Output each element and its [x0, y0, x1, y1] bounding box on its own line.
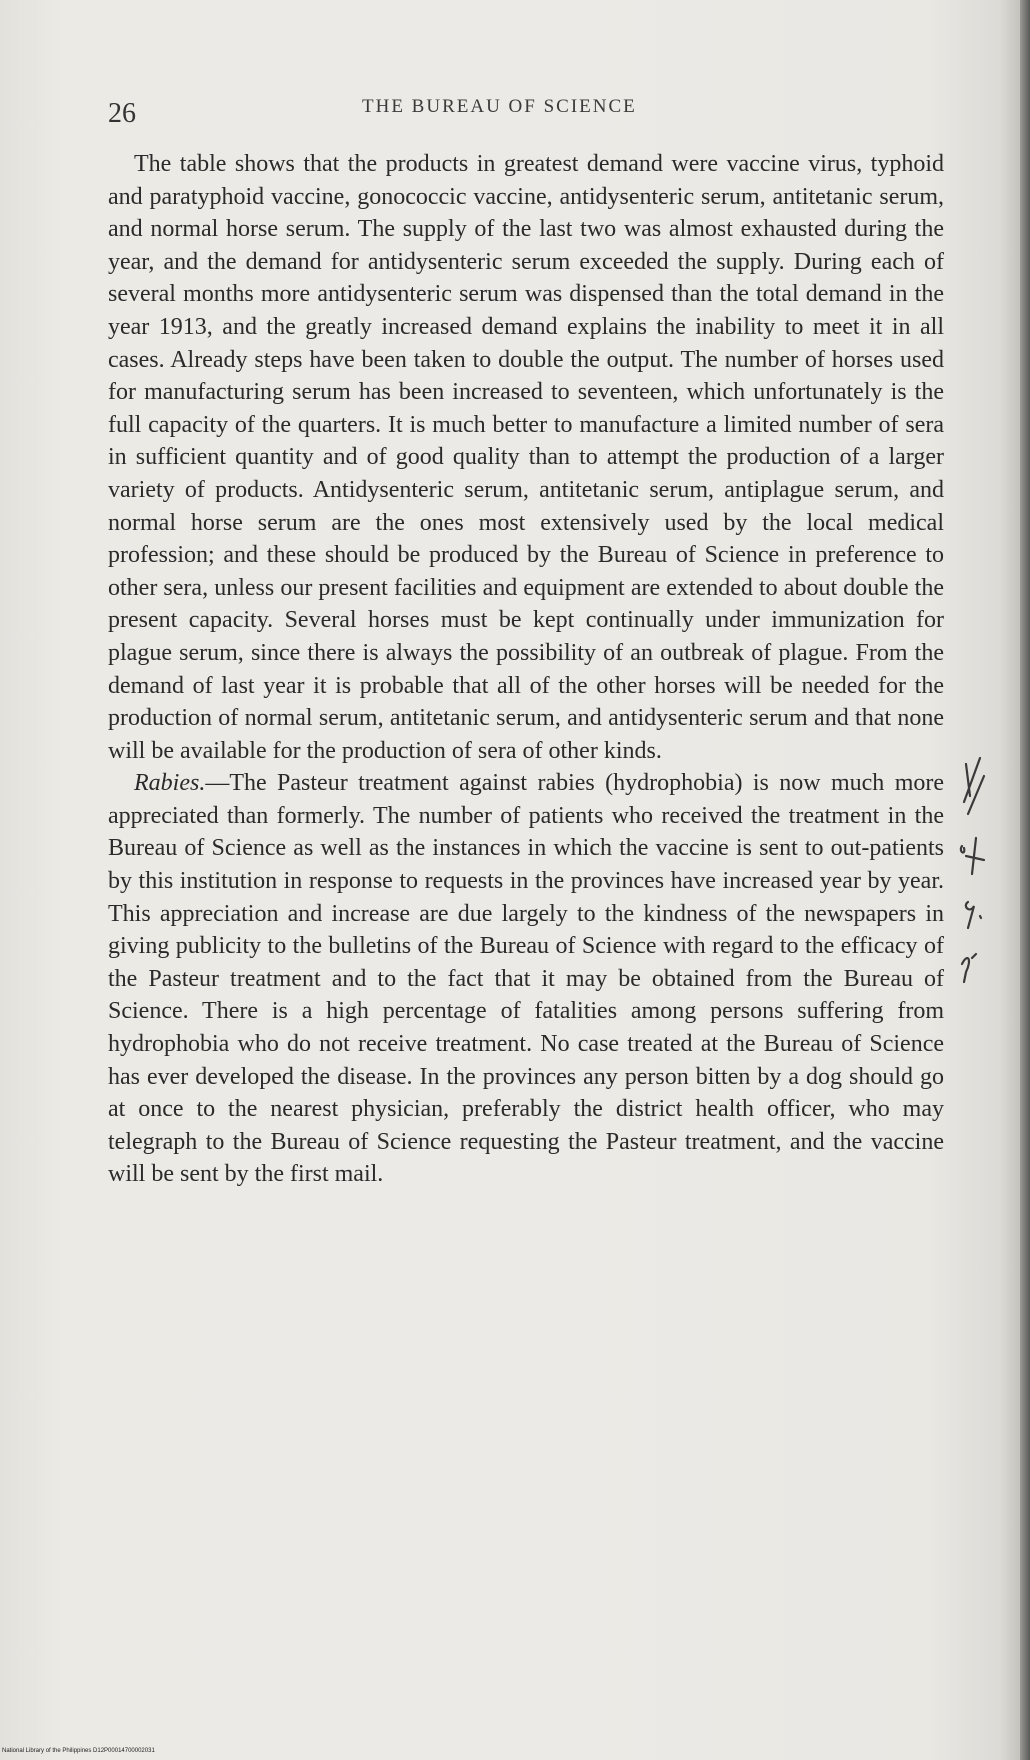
running-head: THE BUREAU OF SCIENCE: [362, 96, 637, 117]
body-text: [108, 148, 944, 1191]
rabies-paragraph-text: —The Pasteur treatment against rabies (hydrophobia) is now much more appreciated than formerly. The number of patients who received the treatment in the Bureau of Science as well as the instances in which the vaccine is sent to out-patients by this institution in response to requests in the provinces have increased year by year. This appreciation and increase are due largely to the kindness of the newspapers in giving publicity to the bulletins of the Bureau of Science with regard to the efficacy of the Pasteur treatment and to the fact that it may be obtained from the Bureau of Science. There is a high percentage of fatalities among persons suffering from hydrophobia who do not receive treatment. No case treated at the Bureau of Science has ever developed the disease. In the provinces any person bitten by a dog should go at once to the nearest physician, preferably the district health officer, who may telegraph to the Bureau of Science requesting the Pasteur treatment, and the vaccine will be sent by the first mail.: [108, 770, 944, 1188]
handwritten-margin-marks: [958, 756, 1008, 986]
paragraph-rabies: [108, 767, 944, 1191]
rabies-run-in-heading: Rabies.: [134, 770, 206, 797]
page-edge-shadow: [1020, 0, 1030, 1760]
archive-stamp: National Library of the Philippines D12P00014700002031: [2, 1748, 155, 1754]
paragraph-serum-demand: The table shows that the products in greatest demand were vaccine virus, typhoid and paratyphoid vaccine, gonococcic vaccine, antidysenteric serum, antitetanic serum, and normal horse serum. The supply of the last two was almost exhausted during the year, and the demand for antidysenteric serum exceeded the supply. During each of several months more antidysenteric serum was dispensed than the total demand in the year 1913, and the greatly increased demand explains the inability to meet it in all cases. Already steps have been taken to double the output. The number of horses used for manufacturing serum has been increased to seventeen, which unfortunately is the full capacity of the quarters. It is much better to manufacture a limited number of sera in sufficient quantity and of good quality than to attempt the production of a larger variety of products. Antidysenteric serum, antitetanic serum, antiplague serum, and normal horse serum are the ones most extensively used by the local medical profession; and these should be produced by the Bureau of Science in preference to other sera, unless our present facilities and equipment are extended to about double the present capacity. Several horses must be kept continually under immunization for plague serum, since there is always the possibility of an outbreak of plague. From the demand of last year it is probable that all of the other horses will be needed for the production of normal serum, antitetanic serum, and antidysenteric serum and that none will be available for the production of sera of other kinds.: [108, 151, 944, 764]
page-number: 26: [108, 98, 136, 129]
